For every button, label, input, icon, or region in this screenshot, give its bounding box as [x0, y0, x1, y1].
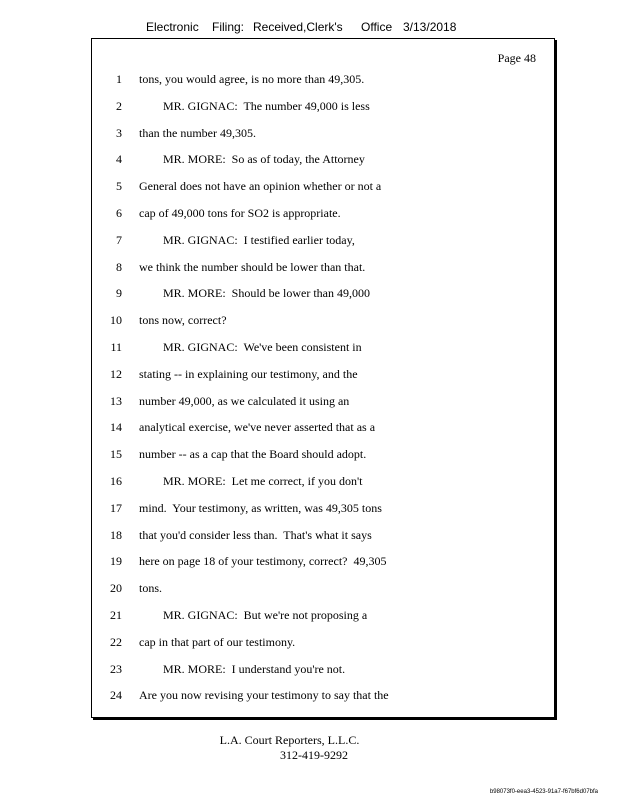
line-number: 8	[116, 259, 122, 274]
transcript-line	[92, 283, 554, 303]
transcript-line	[92, 257, 554, 277]
line-number: 3	[116, 125, 122, 140]
line-text: we think the number should be lower than that.	[139, 259, 366, 274]
transcript-line	[92, 176, 554, 196]
line-number: 15	[110, 447, 122, 462]
line-number: 14	[110, 420, 122, 435]
transcript-line	[92, 337, 554, 357]
transcript-line	[92, 230, 554, 250]
transcript-page	[91, 38, 555, 718]
line-text: cap of 49,000 tons for SO2 is appropriate.	[139, 206, 341, 220]
filing-header	[146, 20, 456, 34]
line-text: analytical exercise, we've never asserted that as a	[139, 420, 376, 435]
line-number: 5	[116, 179, 122, 194]
transcript-line	[92, 498, 554, 518]
line-text: here on page 18 of your testimony, correct? 49,305	[139, 554, 387, 569]
line-number: 2	[116, 98, 122, 113]
line-number: 6	[116, 206, 122, 220]
line-text: Are you now revising your testimony to say that the	[139, 688, 389, 703]
line-number: 20	[110, 581, 122, 596]
line-number: 10	[110, 313, 122, 328]
line-text: General does not have an opinion whether or not a	[139, 179, 382, 194]
line-number: 13	[110, 393, 122, 408]
line-number: 24	[110, 688, 122, 703]
line-text: MR. GIGNAC: The number 49,000 is less	[139, 98, 370, 113]
line-text: MR. MORE: Should be lower than 49,000	[139, 286, 370, 301]
transcript-line	[92, 149, 554, 169]
filing-header-date: 3/13/2018	[403, 20, 457, 34]
line-text: MR. MORE: So as of today, the Attorney	[139, 152, 365, 167]
line-text: MR. MORE: I understand you're not.	[139, 661, 346, 676]
filing-header-filing: Filing:	[212, 20, 245, 34]
line-number: 7	[116, 232, 122, 247]
line-number: 18	[110, 527, 122, 542]
transcript-line	[92, 659, 554, 679]
line-text: MR. GIGNAC: I testified earlier today,	[139, 232, 355, 247]
line-text: that you'd consider less than. That's what it says	[139, 527, 372, 542]
line-text: tons, you would agree, is no more than 49,305.	[139, 72, 365, 86]
transcript-line	[92, 364, 554, 384]
filing-header-office: Office	[361, 20, 393, 34]
transcript-line	[92, 605, 554, 625]
line-text: number 49,000, as we calculated it using an	[139, 393, 350, 408]
transcript-line	[92, 417, 554, 437]
line-text: number -- as a cap that the Board should adopt.	[139, 447, 367, 462]
line-text: mind. Your testimony, as written, was 49,305 tons	[139, 500, 382, 515]
transcript-line	[92, 632, 554, 652]
line-text: than the number 49,305.	[139, 125, 256, 140]
line-text: MR. GIGNAC: We've been consistent in	[139, 340, 362, 354]
document-id: b98073f0-eea3-4523-91a7-f67bf6d07bfa	[489, 789, 598, 795]
footer-reporter: L.A. Court Reporters, L.L.C.	[219, 733, 360, 747]
line-number: 9	[116, 286, 122, 301]
transcript-line	[92, 685, 554, 705]
transcript-line	[92, 203, 554, 223]
transcript-line	[92, 310, 554, 330]
page-number: Page 48	[497, 51, 536, 65]
transcript-line	[92, 444, 554, 464]
line-number: 23	[110, 661, 122, 676]
line-text: stating -- in explaining our testimony, and the	[139, 366, 358, 381]
line-text: tons.	[139, 581, 163, 596]
transcript-line	[92, 96, 554, 116]
line-text: MR. MORE: Let me correct, if you don't	[139, 474, 363, 488]
filing-header-received: Received,Clerk's	[253, 20, 343, 34]
line-number: 22	[110, 634, 122, 649]
footer-phone: 312-419-9292	[280, 748, 348, 762]
transcript-line	[92, 578, 554, 598]
transcript-line	[92, 471, 554, 491]
filing-header-electronic: Electronic	[146, 20, 199, 34]
line-number: 21	[110, 608, 122, 622]
transcript-line	[92, 69, 554, 89]
transcript-line	[92, 123, 554, 143]
transcript-line	[92, 525, 554, 545]
line-text: cap in that part of our testimony.	[139, 634, 296, 649]
line-number: 12	[110, 366, 122, 381]
line-number: 4	[116, 152, 122, 167]
line-number: 16	[110, 474, 122, 488]
line-text: MR. GIGNAC: But we're not proposing a	[139, 608, 368, 622]
line-number: 17	[110, 500, 122, 515]
line-number: 11	[110, 340, 122, 354]
line-text: tons now, correct?	[139, 313, 227, 328]
transcript-line	[92, 391, 554, 411]
line-number: 19	[110, 554, 122, 569]
transcript-line	[92, 551, 554, 571]
line-number: 1	[116, 72, 122, 86]
